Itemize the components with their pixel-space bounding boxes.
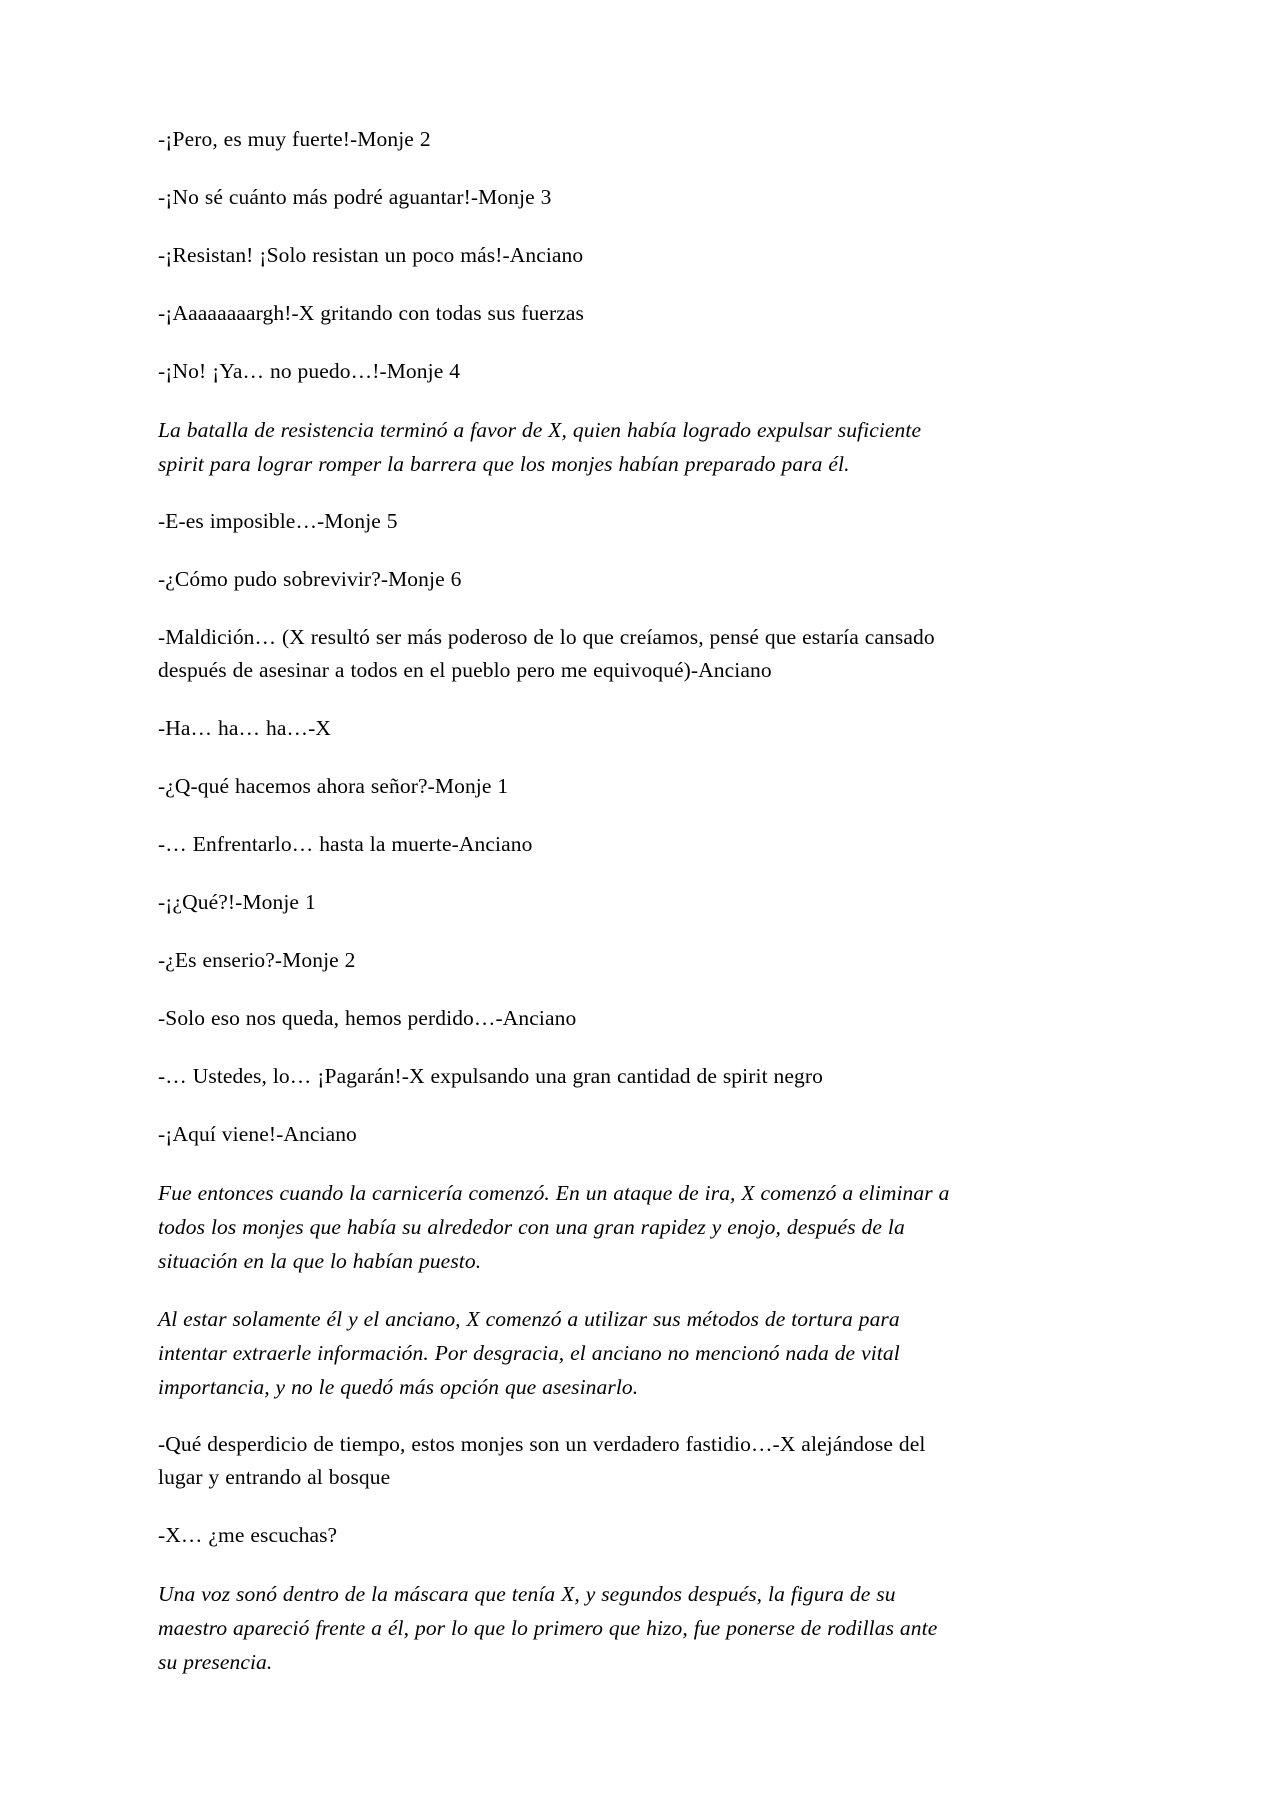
narration-paragraph: La batalla de resistencia terminó a favor de X, quien había logrado expulsar suficiente spirit para lograr romper la barrera que los monjes habían preparado para él. xyxy=(158,418,922,476)
text-column xyxy=(158,123,962,1679)
dialogue-line: -Maldición… (X resultó ser más poderoso de lo que creíamos, pensé que estaría cansado después de asesinar a todos en el pueblo pero me equivoqué)-Anciano xyxy=(158,625,935,682)
dialogue-line: -¡No! ¡Ya… no puedo…!-Monje 4 xyxy=(158,359,461,383)
dialogue-line: -¿Es enserio?-Monje 2 xyxy=(158,948,356,972)
dialogue-line: -X… ¿me escuchas? xyxy=(158,1523,338,1547)
dialogue-line: -¿Cómo pudo sobrevivir?-Monje 6 xyxy=(158,567,462,591)
dialogue-line: -E-es imposible…-Monje 5 xyxy=(158,509,398,533)
dialogue-line: -¡Resistan! ¡Solo resistan un poco más!-Anciano xyxy=(158,243,584,267)
dialogue-line: -… Ustedes, lo… ¡Pagarán!-X expulsando una gran cantidad de spirit negro xyxy=(158,1064,823,1088)
dialogue-line: -¡¿Qué?!-Monje 1 xyxy=(158,890,316,914)
dialogue-line: -Solo eso nos queda, hemos perdido…-Anciano xyxy=(158,1006,577,1030)
narration-paragraph: Al estar solamente él y el anciano, X comenzó a utilizar sus métodos de tortura para intentar extraerle información. Por desgracia, el anciano no mencionó nada de vital importancia, y no le quedó más opción que asesinarlo. xyxy=(158,1307,900,1399)
dialogue-line: -… Enfrentarlo… hasta la muerte-Anciano xyxy=(158,832,533,856)
dialogue-line: -¡No sé cuánto más podré aguantar!-Monje 3 xyxy=(158,185,552,209)
dialogue-line: -¿Q-qué hacemos ahora señor?-Monje 1 xyxy=(158,774,509,798)
dialogue-line: -¡Aquí viene!-Anciano xyxy=(158,1122,357,1146)
dialogue-line: -¡Pero, es muy fuerte!-Monje 2 xyxy=(158,127,431,151)
dialogue-line: -¡Aaaaaaaargh!-X gritando con todas sus fuerzas xyxy=(158,301,584,325)
dialogue-line: -Ha… ha… ha…-X xyxy=(158,716,331,740)
narration-paragraph: Una voz sonó dentro de la máscara que tenía X, y segundos después, la figura de su maestro apareció frente a él, por lo que lo primero que hizo, fue ponerse de rodillas ante su presencia. xyxy=(158,1582,938,1674)
narration-paragraph: Fue entonces cuando la carnicería comenzó. En un ataque de ira, X comenzó a eliminar a todos los monjes que había su alrededor con una gran rapidez y enojo, después de la situación en la que lo habían puesto. xyxy=(158,1181,950,1273)
dialogue-line: -Qué desperdicio de tiempo, estos monjes son un verdadero fastidio…-X alejándose del lugar y entrando al bosque xyxy=(158,1432,926,1489)
